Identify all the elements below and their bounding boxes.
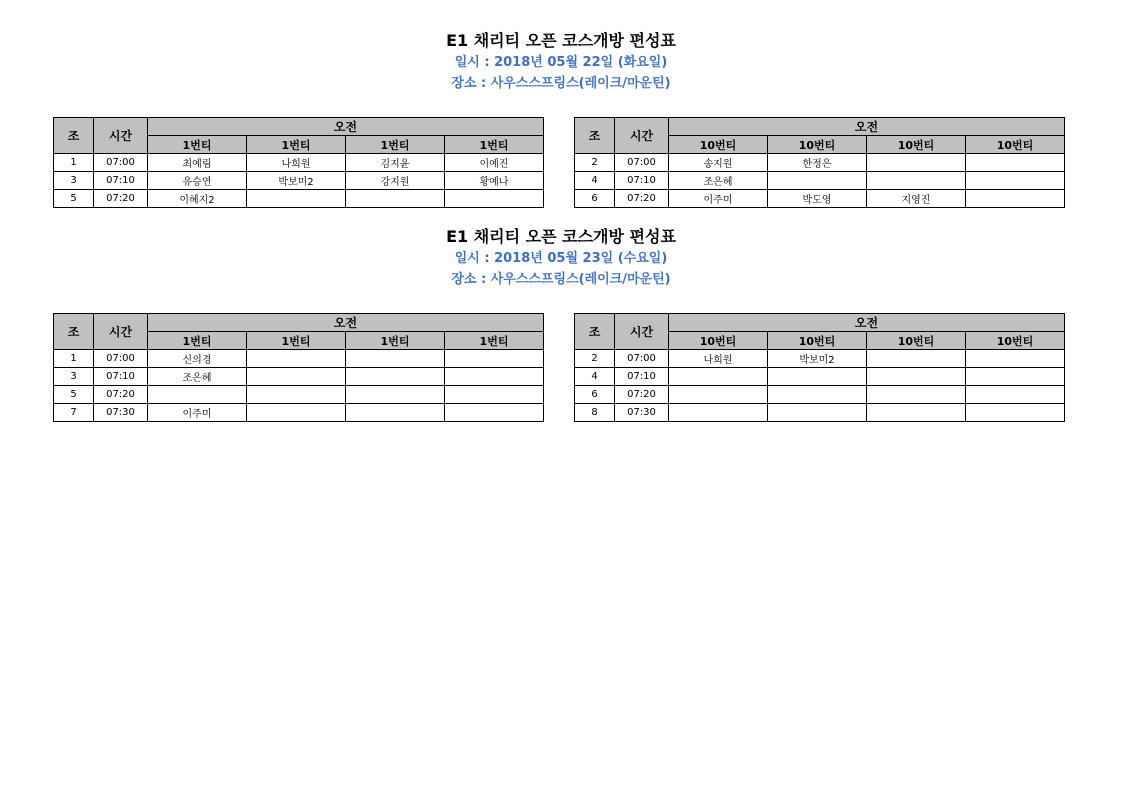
player-name	[445, 350, 544, 368]
player-name	[247, 190, 346, 208]
header-tee: 10번티	[867, 332, 966, 350]
tee-time: 07:10	[94, 368, 148, 386]
player-name	[669, 404, 768, 422]
player-name: 나희원	[669, 350, 768, 368]
player-name	[346, 386, 445, 404]
schedule-place: 장소 : 사우스스프링스(레이크/마운틴)	[451, 272, 671, 287]
player-name	[346, 404, 445, 422]
player-name: 신의경	[148, 350, 247, 368]
group-number: 4	[575, 172, 615, 190]
player-name	[346, 350, 445, 368]
player-name	[768, 386, 867, 404]
tee-time: 07:00	[94, 154, 148, 172]
header-tee: 10번티	[669, 136, 768, 154]
player-name	[247, 368, 346, 386]
player-name	[867, 154, 966, 172]
group-number: 2	[575, 350, 615, 368]
tee-time: 07:30	[94, 404, 148, 422]
player-name: 조은혜	[148, 368, 247, 386]
header-tee: 10번티	[768, 136, 867, 154]
header-time: 시간	[615, 314, 669, 350]
header-group: 조	[575, 118, 615, 154]
table-row	[54, 386, 544, 404]
header-tee: 10번티	[768, 332, 867, 350]
tee-time: 07:10	[615, 368, 669, 386]
header-session: 오전	[148, 118, 544, 136]
group-number: 3	[54, 172, 94, 190]
header-group: 조	[575, 314, 615, 350]
schedule-place: 장소 : 사우스스프링스(레이크/마운틴)	[451, 76, 671, 91]
header-tee: 1번티	[346, 332, 445, 350]
header-tee: 1번티	[346, 136, 445, 154]
tee-table-10	[574, 117, 1065, 208]
schedule-title: E1 채리티 오픈 코스개방 편성표	[446, 227, 676, 246]
header-tee: 10번티	[966, 136, 1065, 154]
tee-time: 07:30	[615, 404, 669, 422]
schedule-day-2	[0, 226, 1122, 420]
player-name: 조은혜	[669, 172, 768, 190]
tee-table-10	[574, 313, 1065, 422]
tee-time: 07:20	[94, 190, 148, 208]
table-row	[54, 154, 544, 172]
table-row	[54, 368, 544, 386]
player-name	[669, 368, 768, 386]
group-number: 5	[54, 190, 94, 208]
tee-table-1	[53, 313, 544, 422]
group-number: 6	[575, 386, 615, 404]
schedule-date: 일시 : 2018년 05월 23일 (수요일)	[454, 251, 668, 266]
table-row	[54, 404, 544, 422]
header-session: 오전	[148, 314, 544, 332]
player-name	[966, 350, 1065, 368]
tee-time: 07:20	[615, 190, 669, 208]
table-row	[575, 404, 1065, 422]
player-name: 황예나	[445, 172, 544, 190]
schedule-date: 일시 : 2018년 05월 22일 (화요일)	[454, 55, 668, 70]
schedule-day-1	[0, 30, 1122, 206]
player-name: 이주미	[148, 404, 247, 422]
header-group: 조	[54, 118, 94, 154]
header-tee: 1번티	[445, 332, 544, 350]
group-number: 8	[575, 404, 615, 422]
player-name	[966, 368, 1065, 386]
player-name	[867, 386, 966, 404]
group-number: 1	[54, 350, 94, 368]
group-number: 2	[575, 154, 615, 172]
tee-time: 07:00	[94, 350, 148, 368]
table-row	[575, 350, 1065, 368]
player-name: 김지윤	[346, 154, 445, 172]
group-number: 7	[54, 404, 94, 422]
group-number: 4	[575, 368, 615, 386]
player-name	[247, 386, 346, 404]
header-tee: 1번티	[148, 332, 247, 350]
player-name: 이혜지2	[148, 190, 247, 208]
table-row	[575, 172, 1065, 190]
header-session: 오전	[669, 314, 1065, 332]
player-name: 박보미2	[768, 350, 867, 368]
schedule-title: E1 채리티 오픈 코스개방 편성표	[446, 31, 676, 50]
player-name: 최예림	[148, 154, 247, 172]
player-name	[867, 368, 966, 386]
player-name	[445, 368, 544, 386]
tee-time: 07:10	[615, 172, 669, 190]
player-name	[867, 172, 966, 190]
header-tee: 10번티	[669, 332, 768, 350]
player-name	[768, 172, 867, 190]
tee-time: 07:10	[94, 172, 148, 190]
table-row	[54, 350, 544, 368]
header-time: 시간	[615, 118, 669, 154]
player-name	[148, 386, 247, 404]
player-name: 박보미2	[247, 172, 346, 190]
player-name	[768, 368, 867, 386]
player-name: 이예진	[445, 154, 544, 172]
player-name	[247, 350, 346, 368]
group-number: 5	[54, 386, 94, 404]
group-number: 1	[54, 154, 94, 172]
player-name: 한정은	[768, 154, 867, 172]
tee-table-1	[53, 117, 544, 208]
player-name	[669, 386, 768, 404]
player-name	[966, 386, 1065, 404]
table-row	[54, 172, 544, 190]
player-name	[966, 154, 1065, 172]
table-row	[54, 190, 544, 208]
player-name: 이주미	[669, 190, 768, 208]
group-number: 6	[575, 190, 615, 208]
player-name	[867, 350, 966, 368]
player-name	[445, 190, 544, 208]
schedule-heading	[0, 226, 1122, 290]
player-name: 나희원	[247, 154, 346, 172]
group-number: 3	[54, 368, 94, 386]
tee-time: 07:20	[94, 386, 148, 404]
player-name	[346, 190, 445, 208]
header-tee: 1번티	[445, 136, 544, 154]
header-group: 조	[54, 314, 94, 350]
table-row	[575, 154, 1065, 172]
player-name: 박도영	[768, 190, 867, 208]
table-row	[575, 386, 1065, 404]
header-time: 시간	[94, 314, 148, 350]
player-name: 강지원	[346, 172, 445, 190]
header-tee: 10번티	[867, 136, 966, 154]
header-tee: 1번티	[247, 136, 346, 154]
schedule-heading	[0, 30, 1122, 94]
player-name	[346, 368, 445, 386]
player-name	[445, 404, 544, 422]
player-name: 송지원	[669, 154, 768, 172]
header-time: 시간	[94, 118, 148, 154]
table-row	[575, 368, 1065, 386]
player-name	[768, 404, 867, 422]
tee-time: 07:00	[615, 350, 669, 368]
header-session: 오전	[669, 118, 1065, 136]
player-name	[966, 190, 1065, 208]
player-name: 지영진	[867, 190, 966, 208]
player-name	[966, 404, 1065, 422]
header-tee: 1번티	[247, 332, 346, 350]
tee-time: 07:00	[615, 154, 669, 172]
player-name	[445, 386, 544, 404]
tee-time: 07:20	[615, 386, 669, 404]
table-row	[575, 190, 1065, 208]
player-name: 유승연	[148, 172, 247, 190]
player-name	[867, 404, 966, 422]
header-tee: 10번티	[966, 332, 1065, 350]
header-tee: 1번티	[148, 136, 247, 154]
player-name	[966, 172, 1065, 190]
player-name	[247, 404, 346, 422]
